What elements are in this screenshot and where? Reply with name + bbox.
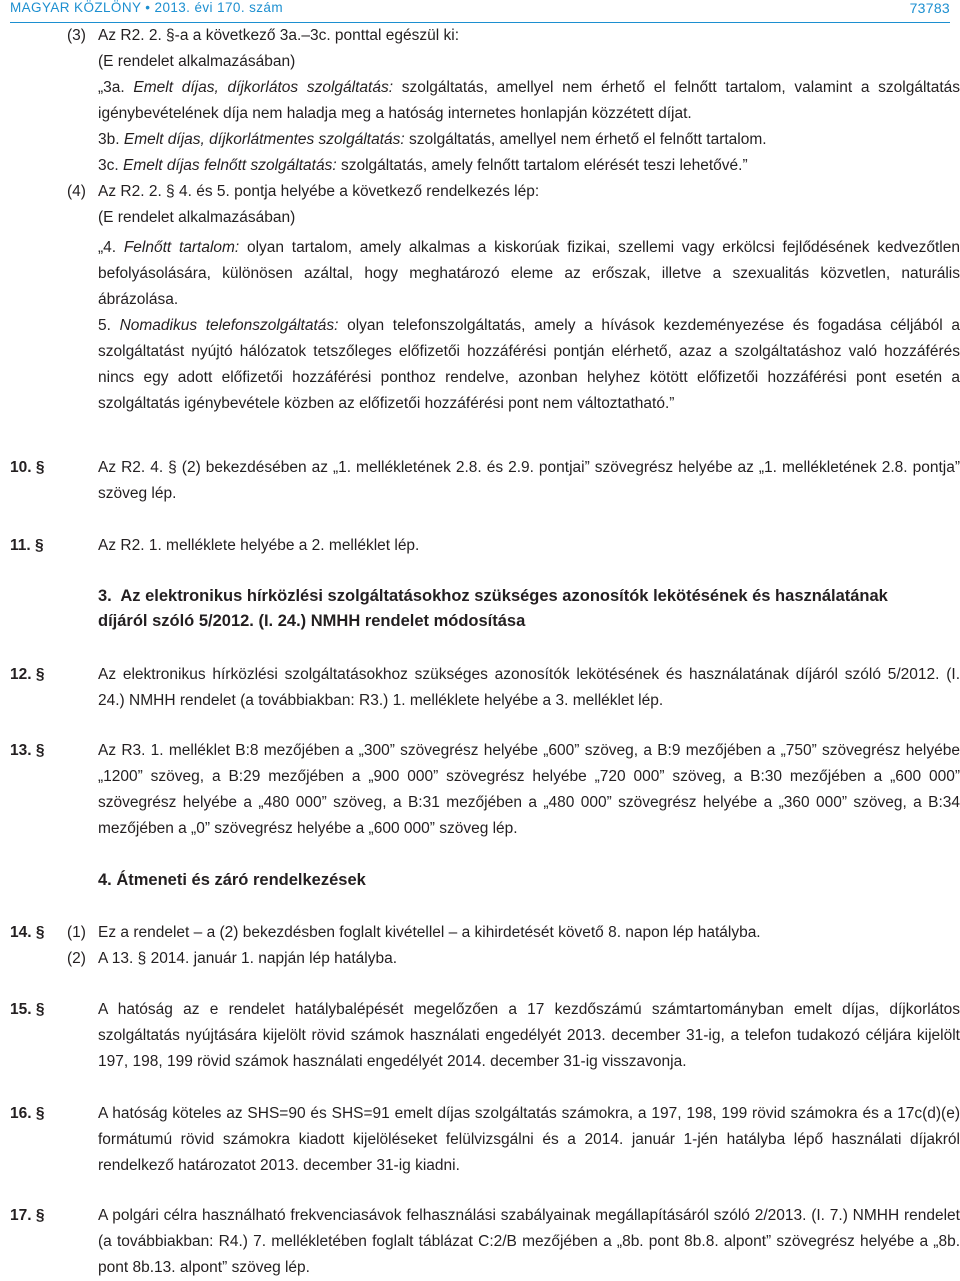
- point-3a-number: „3a.: [98, 79, 134, 96]
- section-17-number: 17. §: [10, 1207, 45, 1224]
- page-number: 73783: [909, 0, 950, 16]
- section-16-number: 16. §: [10, 1105, 45, 1122]
- point-5-term: Nomadikus telefonszolgáltatás:: [119, 317, 339, 334]
- paragraph-3-text: Az R2. 2. §-a a következő 3a.–3c. ponttal egészül ki:: [98, 27, 460, 44]
- chapter-3-title-line-2: díjáról szóló 5/2012. (I. 24.) NMHH rendelet módosítása: [98, 612, 526, 630]
- point-3c-term: Emelt díjas felnőtt szolgáltatás:: [122, 157, 337, 174]
- point-3a: [98, 75, 960, 127]
- journal-title: MAGYAR KÖZLÖNY • 2013. évi 170. szám: [10, 0, 283, 15]
- point-4: [98, 235, 960, 313]
- chapter-3-number: 3.: [98, 587, 112, 605]
- section-10-text: Az R2. 4. § (2) bekezdésében az „1. mellékletének 2.8. és 2.9. pontjai” szövegrész helyébe az „1. mellékletének 2.8. pontja” szöveg lép.: [98, 459, 960, 502]
- section-15-text: A hatóság az e rendelet hatálybalépését megelőzően a 17 kezdőszámú számtartományban emelt díjas, díjkorlátos szolgáltatás nyújtására kijelölt rövid számok használati engedélyét 2013. december 31-ig, a telefon tudakozó céljára kijelölt 197, 198, 199 rövid számok használati engedélyét 2014. december 31-ig visszavonja.: [98, 1001, 960, 1070]
- paragraph-mark-3: (3): [67, 27, 86, 44]
- point-3b: [98, 127, 767, 153]
- section-13-number: 13. §: [10, 742, 45, 759]
- section-11-text: Az R2. 1. melléklete helyébe a 2. melléklet lép.: [98, 537, 420, 554]
- point-3a-term: Emelt díjas, díjkorlátos szolgáltatás:: [133, 79, 394, 96]
- point-3b-number: 3b.: [98, 131, 124, 148]
- section-17-text: A polgári célra használható frekvenciasávok felhasználási szabályainak megállapításáról szóló 2/2013. (I. 7.) NMHH rendelet (a továbbiakban: R4.) 7. mellékletében foglalt táblázat C:2/B mezőjében a „8b. pont 8b.8. alpont” szövegrész helyébe a „8b. pont 8b.13. alpont” szöveg lép.: [98, 1207, 960, 1276]
- chapter-3-heading: [98, 584, 960, 634]
- section-14-paragraph-1: Ez a rendelet – a (2) bekezdésben foglalt kivétellel – a kihirdetését követő 8. napon lép hatályba.: [98, 924, 761, 941]
- paragraph-4-text: Az R2. 2. § 4. és 5. pontja helyébe a következő rendelkezés lép:: [98, 183, 540, 200]
- page-header: [10, 0, 950, 22]
- section-13-text: Az R3. 1. melléklet B:8 mezőjében a „300” szövegrész helyébe „600” szöveg, a B:9 mezőjében a „750” szövegrész helyébe „1200” szöveg, a B:29 mezőjében a „900 000” szövegrész helyébe „720 000” szöveg, a B:30 mezőjében a „600 000” szövegrész helyébe a „480 000” szöveg, a B:31 mezőjében a „480 000” szövegrész helyébe a „360 000” szöveg, a B:34 mezőjében a „0” szövegrész helyébe a „600 000” szöveg lép.: [98, 742, 960, 837]
- paragraph-4-context: (E rendelet alkalmazásában): [98, 209, 296, 226]
- section-11-number: 11. §: [10, 537, 44, 554]
- chapter-3-title-1: Az elektronikus hírközlési szolgáltatásokhoz szükséges azonosítók lekötésének és használatának: [120, 587, 888, 605]
- section-12-number: 12. §: [10, 666, 45, 683]
- point-3b-text: szolgáltatás, amellyel nem érhető el felnőtt tartalom.: [404, 131, 767, 148]
- paragraph-3-context: (E rendelet alkalmazásában): [98, 53, 296, 70]
- chapter-4-heading: 4. Átmeneti és záró rendelkezések: [98, 871, 366, 889]
- point-5: [98, 313, 960, 417]
- section-15-number: 15. §: [10, 1001, 45, 1018]
- point-3c-text: szolgáltatás, amely felnőtt tartalom elérését teszi lehetővé.”: [336, 157, 748, 174]
- section-16-text: A hatóság köteles az SHS=90 és SHS=91 emelt díjas szolgáltatás számokra, a 197, 198, 199 rövid számokra és a 17c(d)(e) formátumú rövid számokra kiadott kijelöléseket felülvizsgálni és a 2014. január 1-jén hatályba lépő használati díjakról rendelkező határozatot 2013. december 31-ig kiadni.: [98, 1105, 960, 1174]
- point-5-number: 5.: [98, 317, 120, 334]
- point-3b-term: Emelt díjas, díjkorlátmentes szolgáltatás:: [123, 131, 405, 148]
- section-14-mark-2: (2): [67, 950, 86, 967]
- point-4-text: olyan tartalom, amely alkalmas a kiskorúak fizikai, szellemi vagy erkölcsi fejlődésének kedvezőtlen befolyásolására, különösen azáltal, hogy meghatározó eleme az erőszak, illetve a szexualitás közvetlen, naturális ábrázolása.: [98, 239, 960, 308]
- point-3c-number: 3c.: [98, 157, 123, 174]
- section-12-text: Az elektronikus hírközlési szolgáltatásokhoz szükséges azonosítók lekötésének és használatának díjáról szóló 5/2012. (I. 24.) NMHH rendelet (a továbbiakban: R3.) 1. melléklete helyébe a 3. melléklet lép.: [98, 666, 960, 709]
- chapter-3-title-line-1: [98, 584, 960, 609]
- point-3a-text: szolgáltatás, amellyel nem érhető el felnőtt tartalom, valamint a szolgáltatás igénybevételének díja nem haladja meg a hatóság internetes honlapján közzétett díjat.: [98, 79, 960, 122]
- section-10-number: 10. §: [10, 459, 45, 476]
- point-3c: [98, 153, 748, 179]
- paragraph-mark-4: (4): [67, 183, 86, 200]
- point-5-text: olyan telefonszolgáltatás, amely a hívások kezdeményezése és fogadása céljából a szolgáltatást nyújtó hálózatok tetszőleges előfizetői hozzáférési pontján elérhető, azaz a szolgáltatáshoz való hozzáférés nincs egy adott előfizetői hozzáférési ponthoz rendelve, azonban helyhez kötött előfizetői hozzáférési pont esetén a szolgáltatás igénybevétele közben az előfizetői hozzáférési pont nem változtatható.”: [98, 317, 960, 412]
- section-14-number: 14. §: [10, 924, 45, 941]
- point-4-number: „4.: [98, 239, 124, 256]
- point-4-term: Felnőtt tartalom:: [123, 239, 240, 256]
- section-14-paragraph-2: A 13. § 2014. január 1. napján lép hatályba.: [98, 950, 398, 967]
- section-14-mark-1: (1): [67, 924, 86, 941]
